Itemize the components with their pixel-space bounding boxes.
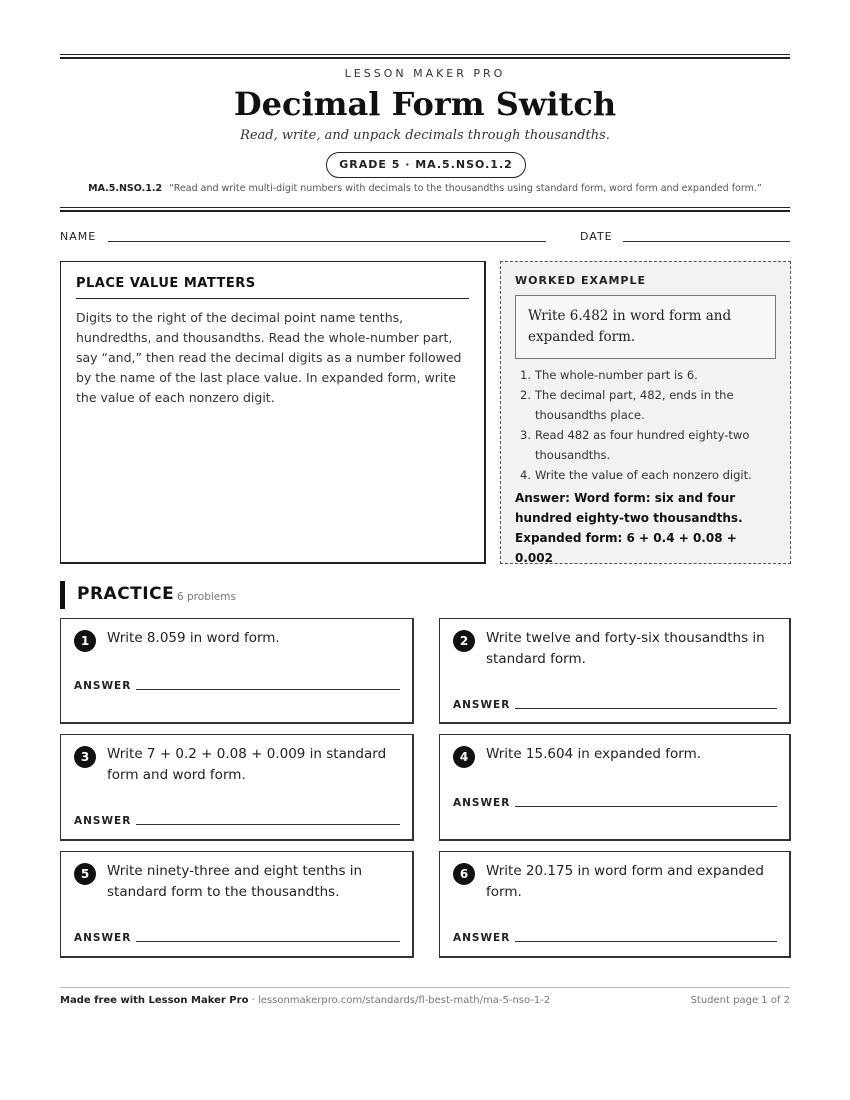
date-field[interactable] xyxy=(623,241,790,242)
answer-label: ANSWER xyxy=(453,932,511,944)
answer-label: ANSWER xyxy=(453,699,511,711)
problem-card-4 xyxy=(439,734,791,841)
problem-card-2 xyxy=(439,618,791,724)
footer-page-number: Student page 1 of 2 xyxy=(690,995,790,1006)
name-label: NAME xyxy=(60,230,97,243)
practice-title: PRACTICE xyxy=(77,584,175,604)
name-field[interactable] xyxy=(108,241,546,242)
step-item: 2. The decimal part, 482, ends in the thousandths place. xyxy=(520,388,734,422)
problem-number: 3 xyxy=(74,746,96,768)
header-bottom-rule xyxy=(60,207,790,212)
problem-number: 2 xyxy=(453,630,475,652)
problem-question: Write 7 + 0.2 + 0.08 + 0.009 in standard form and word form. xyxy=(107,746,387,783)
worked-example-heading: WORKED EXAMPLE xyxy=(515,274,646,287)
place-value-body: Digits to the right of the decimal point name tenths, hundredths, and thousandths. Read the whole-number part, say “and,” then read the decimal digits as a number followed by the name of the last place value. In expanded form, write the value of each nonzero digit. xyxy=(76,310,462,405)
answer-label: ANSWER xyxy=(74,932,132,944)
answer-field[interactable] xyxy=(515,708,777,709)
standard-description xyxy=(0,183,850,194)
grade-badge: GRADE 5 · MA.5.NSO.1.2 xyxy=(326,152,526,178)
answer-field[interactable] xyxy=(136,689,400,690)
problem-card-5 xyxy=(60,851,414,958)
problem-number: 6 xyxy=(453,863,475,885)
footer-made-with: Made free with Lesson Maker Pro xyxy=(60,995,249,1006)
place-value-heading: PLACE VALUE MATTERS xyxy=(76,276,469,299)
practice-count: 6 problems xyxy=(177,591,236,603)
answer-label: ANSWER xyxy=(74,815,132,827)
page-subtitle: Read, write, and unpack decimals through thousandths. xyxy=(240,128,610,143)
worked-example-steps xyxy=(515,365,776,485)
date-label: DATE xyxy=(580,230,613,243)
page-title: Decimal Form Switch xyxy=(233,85,617,123)
problem-card-1 xyxy=(60,618,414,724)
problem-question: Write ninety-three and eight tenths in standard form to the thousandths. xyxy=(107,863,363,900)
place-value-box xyxy=(60,261,486,564)
answer-label: ANSWER xyxy=(74,680,132,692)
practice-accent-bar xyxy=(60,581,65,609)
problem-card-3 xyxy=(60,734,414,841)
step-item: 1. The whole-number part is 6. xyxy=(520,368,698,382)
problem-number: 1 xyxy=(74,630,96,652)
footer-credit xyxy=(60,995,550,1006)
worked-example-box xyxy=(500,261,791,564)
footer-rule xyxy=(60,987,790,988)
problem-question: Write 20.175 in word form and expanded form. xyxy=(486,863,764,900)
standard-text: “Read and write multi-digit numbers with decimals to the thousandths using standard form, word form and expanded form.” xyxy=(169,183,762,194)
answer-field[interactable] xyxy=(136,941,400,942)
problem-question: Write twelve and forty-six thousandths in standard form. xyxy=(486,630,765,667)
standard-code: MA.5.NSO.1.2 xyxy=(88,183,163,194)
answer-field[interactable] xyxy=(515,806,777,807)
answer-field[interactable] xyxy=(136,824,400,825)
footer-url[interactable]: · lessonmakerpro.com/standards/fl-best-math/ma-5-nso-1-2 xyxy=(248,995,551,1006)
step-item: 4. Write the value of each nonzero digit. xyxy=(520,468,752,482)
problem-card-6 xyxy=(439,851,791,958)
problem-number: 5 xyxy=(74,863,96,885)
problem-number: 4 xyxy=(453,746,475,768)
step-item: 3. Read 482 as four hundred eighty-two thousandths. xyxy=(520,428,750,462)
problem-question: Write 15.604 in expanded form. xyxy=(486,746,702,762)
answer-field[interactable] xyxy=(515,941,777,942)
top-rule xyxy=(60,54,790,59)
brand-name: LESSON MAKER PRO xyxy=(344,67,506,80)
worked-example-prompt: Write 6.482 in word form and expanded form. xyxy=(515,295,776,359)
answer-label: ANSWER xyxy=(453,797,511,809)
problem-question: Write 8.059 in word form. xyxy=(107,630,280,646)
worked-example-answer: Answer: Word form: six and four hundred eighty-two thousandths. Expanded form: 6 + 0.4 + 0.08 + 0.002 xyxy=(515,491,743,565)
